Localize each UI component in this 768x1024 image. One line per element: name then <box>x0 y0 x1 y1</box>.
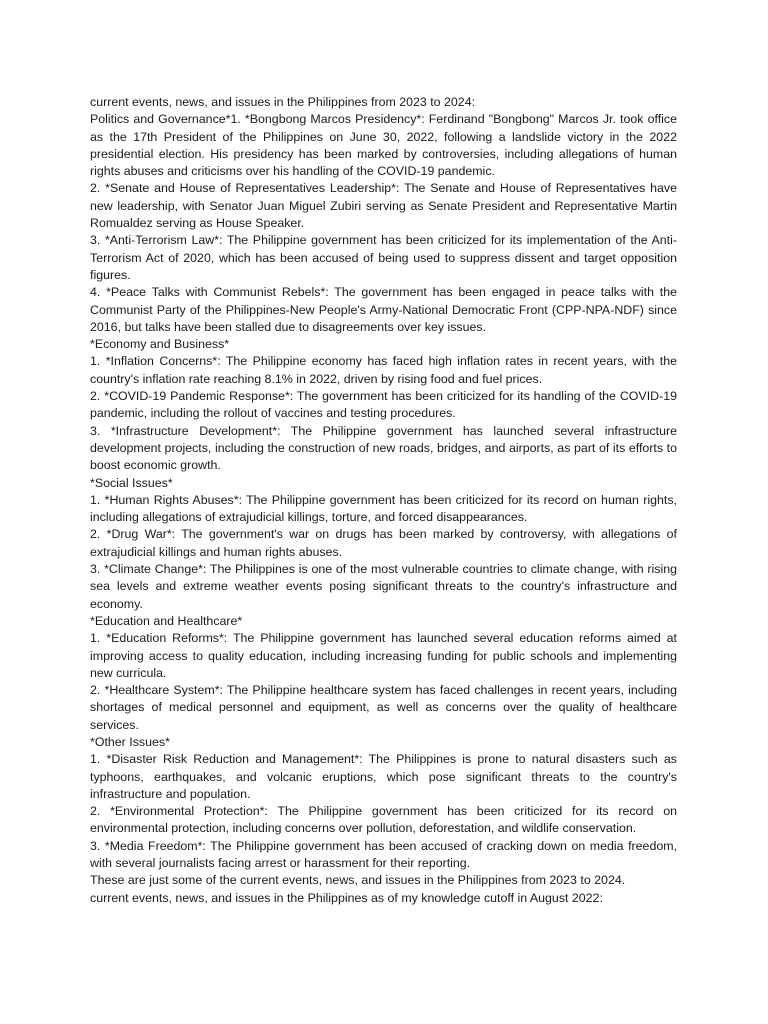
paragraph-climate-change: 3. *Climate Change*: The Philippines is one of the most vulnerable countries to climate change, with rising sea levels and extreme weather events posing significant threats to the country's infrastructure and economy. <box>90 562 677 611</box>
section-heading-social: *Social Issues* <box>90 475 173 490</box>
paragraph-disaster-risk: 1. *Disaster Risk Reduction and Management*: The Philippines is prone to natural disasters such as typhoons, earthquakes, and volcanic eruptions, which pose significant threats to the country's infrastructure and population. <box>90 752 677 801</box>
paragraph-anti-terrorism: 3. *Anti-Terrorism Law*: The Philippine government has been criticized for its implementation of the Anti-Terrorism Act of 2020, which has been accused of being used to suppress dissent and target opposition figures. <box>90 233 677 282</box>
paragraph-politics-marcos: Politics and Governance*1. *Bongbong Marcos Presidency*: Ferdinand "Bongbong" Marcos Jr. took office as the 17th President of the Philippines on June 30, 2022, following a landslide victory in the 2022 presidential election. His presidency has been marked by controversies, including allegations of human rights abuses and criticisms over his handling of the COVID-19 pandemic. <box>90 112 677 179</box>
paragraph-senate-house: 2. *Senate and House of Representatives Leadership*: The Senate and House of Representatives have new leadership, with Senator Juan Miguel Zubiri serving as Senate President and Representative Martin Romualdez serving as House Speaker. <box>90 181 677 231</box>
paragraph-peace-talks: 4. *Peace Talks with Communist Rebels*: The government has been engaged in peace talks with the Communist Party of the Philippines-New People's Army-National Democratic Front (CPP-NPA-NDF) since 2016, but talks have been stalled due to disagreements over key issues. <box>90 285 677 334</box>
paragraph-healthcare: 2. *Healthcare System*: The Philippine healthcare system has faced challenges in recent years, including shortages of medical personnel and equipment, as well as concerns over the quality of healthcare services. <box>90 683 677 732</box>
paragraph-inflation: 1. *Inflation Concerns*: The Philippine economy has faced high inflation rates in recent years, with the country's inflation rate reaching 8.1% in 2022, driven by rising food and fuel prices. <box>90 354 677 386</box>
document-page <box>90 94 677 907</box>
section-heading-economy: *Economy and Business* <box>90 337 230 352</box>
paragraph-media-freedom: 3. *Media Freedom*: The Philippine government has been accused of cracking down on media freedom, with several journalists facing arrest or harassment for their reporting. <box>90 838 677 871</box>
trailing-line: current events, news, and issues in the Philippines as of my knowledge cutoff in August 2022: <box>90 890 603 905</box>
intro-line: current events, news, and issues in the Philippines from 2023 to 2024: <box>90 95 476 109</box>
paragraph-human-rights: 1. *Human Rights Abuses*: The Philippine government has been criticized for its record on human rights, including allegations of extrajudicial killings, torture, and forced disappearances. <box>90 492 677 525</box>
paragraph-environment: 2. *Environmental Protection*: The Philippine government has been criticized for its record on environmental protection, including concerns over pollution, deforestation, and wildlife conservation. <box>90 804 677 836</box>
paragraph-education-reforms: 1. *Education Reforms*: The Philippine government has launched several education reforms aimed at improving access to quality education, including increasing funding for public schools and implementing new curricula. <box>90 631 677 680</box>
paragraph-infrastructure: 3. *Infrastructure Development*: The Philippine government has launched several infrastructure development projects, including the construction of new roads, bridges, and airports, as part of its efforts to boost economic growth. <box>90 423 677 473</box>
section-heading-other: *Other Issues* <box>90 734 170 749</box>
closing-line: These are just some of the current events, news, and issues in the Philippines from 2023 to 2024. <box>90 873 626 888</box>
paragraph-drug-war: 2. *Drug War*: The government's war on drugs has been marked by controversy, with allegations of extrajudicial killings and human rights abuses. <box>90 527 677 559</box>
paragraph-covid-response: 2. *COVID-19 Pandemic Response*: The government has been criticized for its handling of the COVID-19 pandemic, including the rollout of vaccines and testing procedures. <box>90 389 677 421</box>
section-heading-education: *Education and Healthcare* <box>90 613 243 628</box>
